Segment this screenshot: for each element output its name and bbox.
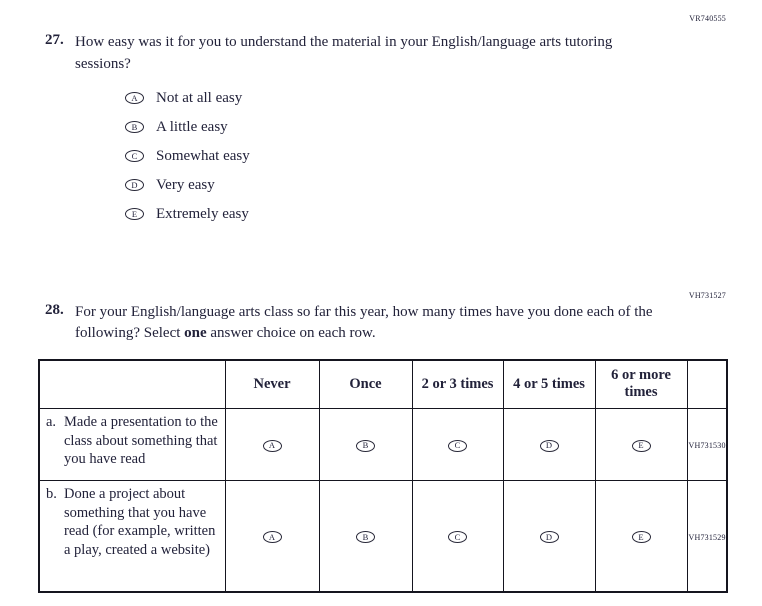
answer-bubble-c[interactable]: C bbox=[448, 531, 467, 543]
question-27-options bbox=[125, 90, 685, 223]
answer-bubble-d[interactable]: D bbox=[125, 179, 144, 191]
answer-bubble-a[interactable]: A bbox=[125, 92, 144, 104]
question-28-text-part1: For your English/language arts class so far this year, how many times have you done each of the following? Select bbox=[75, 303, 653, 342]
row-a-label-cell bbox=[39, 408, 225, 480]
row-b-once-cell[interactable] bbox=[319, 480, 412, 592]
option-label: Not at all easy bbox=[156, 89, 243, 106]
question-28 bbox=[45, 302, 705, 346]
answer-bubble-c[interactable]: C bbox=[448, 440, 467, 452]
question-28-bold-word: one bbox=[184, 325, 207, 342]
option-a-little-easy[interactable] bbox=[125, 119, 685, 136]
row-b-6plus-cell[interactable] bbox=[595, 480, 687, 592]
answer-bubble-c[interactable]: C bbox=[125, 150, 144, 162]
option-label: Somewhat easy bbox=[156, 147, 250, 164]
answer-bubble-d[interactable]: D bbox=[540, 440, 559, 452]
row-a-code-cell bbox=[687, 408, 727, 480]
table-row-presentation bbox=[39, 408, 727, 480]
answer-bubble-b[interactable]: B bbox=[125, 121, 144, 133]
question-28-text bbox=[75, 302, 690, 346]
option-very-easy[interactable] bbox=[125, 177, 685, 194]
row-a-4or5-cell[interactable] bbox=[503, 408, 595, 480]
answer-bubble-e[interactable]: E bbox=[632, 531, 651, 543]
header-4-or-5-times: 4 or 5 times bbox=[503, 360, 595, 408]
blank-header-cell bbox=[39, 360, 225, 408]
row-b-code: VH731529 bbox=[688, 533, 726, 543]
row-b-prefix: b. bbox=[46, 485, 57, 502]
header-2-or-3-times: 2 or 3 times bbox=[412, 360, 503, 408]
option-not-at-all-easy[interactable] bbox=[125, 90, 685, 107]
question-28-code: VH731527 bbox=[688, 290, 726, 300]
question-28-matrix-table bbox=[38, 359, 728, 593]
row-b-never-cell[interactable] bbox=[225, 480, 319, 592]
row-a-once-cell[interactable] bbox=[319, 408, 412, 480]
answer-bubble-b[interactable]: B bbox=[356, 440, 375, 452]
option-label: Extremely easy bbox=[156, 205, 249, 222]
row-b-label-cell bbox=[39, 480, 225, 592]
row-a-2or3-cell[interactable] bbox=[412, 408, 503, 480]
question-28-text-part2: answer choice on each row. bbox=[206, 325, 376, 342]
question-27-code: VR740555 bbox=[689, 14, 726, 23]
header-once: Once bbox=[319, 360, 412, 408]
table-row-project bbox=[39, 480, 727, 592]
table-header-row bbox=[39, 360, 727, 408]
row-b-2or3-cell[interactable] bbox=[412, 480, 503, 592]
option-label: Very easy bbox=[156, 176, 215, 193]
question-27-number: 27. bbox=[45, 32, 64, 48]
row-b-code-cell bbox=[687, 480, 727, 592]
answer-bubble-b[interactable]: B bbox=[356, 531, 375, 543]
question-27-text: How easy was it for you to understand the material in your English/language arts tutoring sessions? bbox=[75, 34, 613, 72]
header-never: Never bbox=[225, 360, 319, 408]
row-a-never-cell[interactable] bbox=[225, 408, 319, 480]
option-somewhat-easy[interactable] bbox=[125, 148, 685, 165]
answer-bubble-e[interactable]: E bbox=[632, 440, 651, 452]
row-b-4or5-cell[interactable] bbox=[503, 480, 595, 592]
question-28-number: 28. bbox=[45, 301, 64, 318]
question-27 bbox=[45, 32, 685, 223]
answer-bubble-e[interactable]: E bbox=[125, 208, 144, 220]
option-extremely-easy[interactable] bbox=[125, 206, 685, 223]
row-a-prefix: a. bbox=[46, 413, 57, 430]
row-a-label: Made a presentation to the class about something that you have read bbox=[64, 413, 218, 468]
row-b-label: Done a project about something that you have read (for example, written a play, created a website) bbox=[64, 485, 216, 559]
option-label: A little easy bbox=[156, 118, 228, 135]
header-6-or-more-times: 6 or more times bbox=[595, 360, 687, 408]
row-a-6plus-cell[interactable] bbox=[595, 408, 687, 480]
row-a-code: VH731530 bbox=[688, 441, 726, 451]
answer-bubble-d[interactable]: D bbox=[540, 531, 559, 543]
answer-bubble-a[interactable]: A bbox=[263, 440, 282, 452]
answer-bubble-a[interactable]: A bbox=[263, 531, 282, 543]
code-header-cell bbox=[687, 360, 727, 408]
